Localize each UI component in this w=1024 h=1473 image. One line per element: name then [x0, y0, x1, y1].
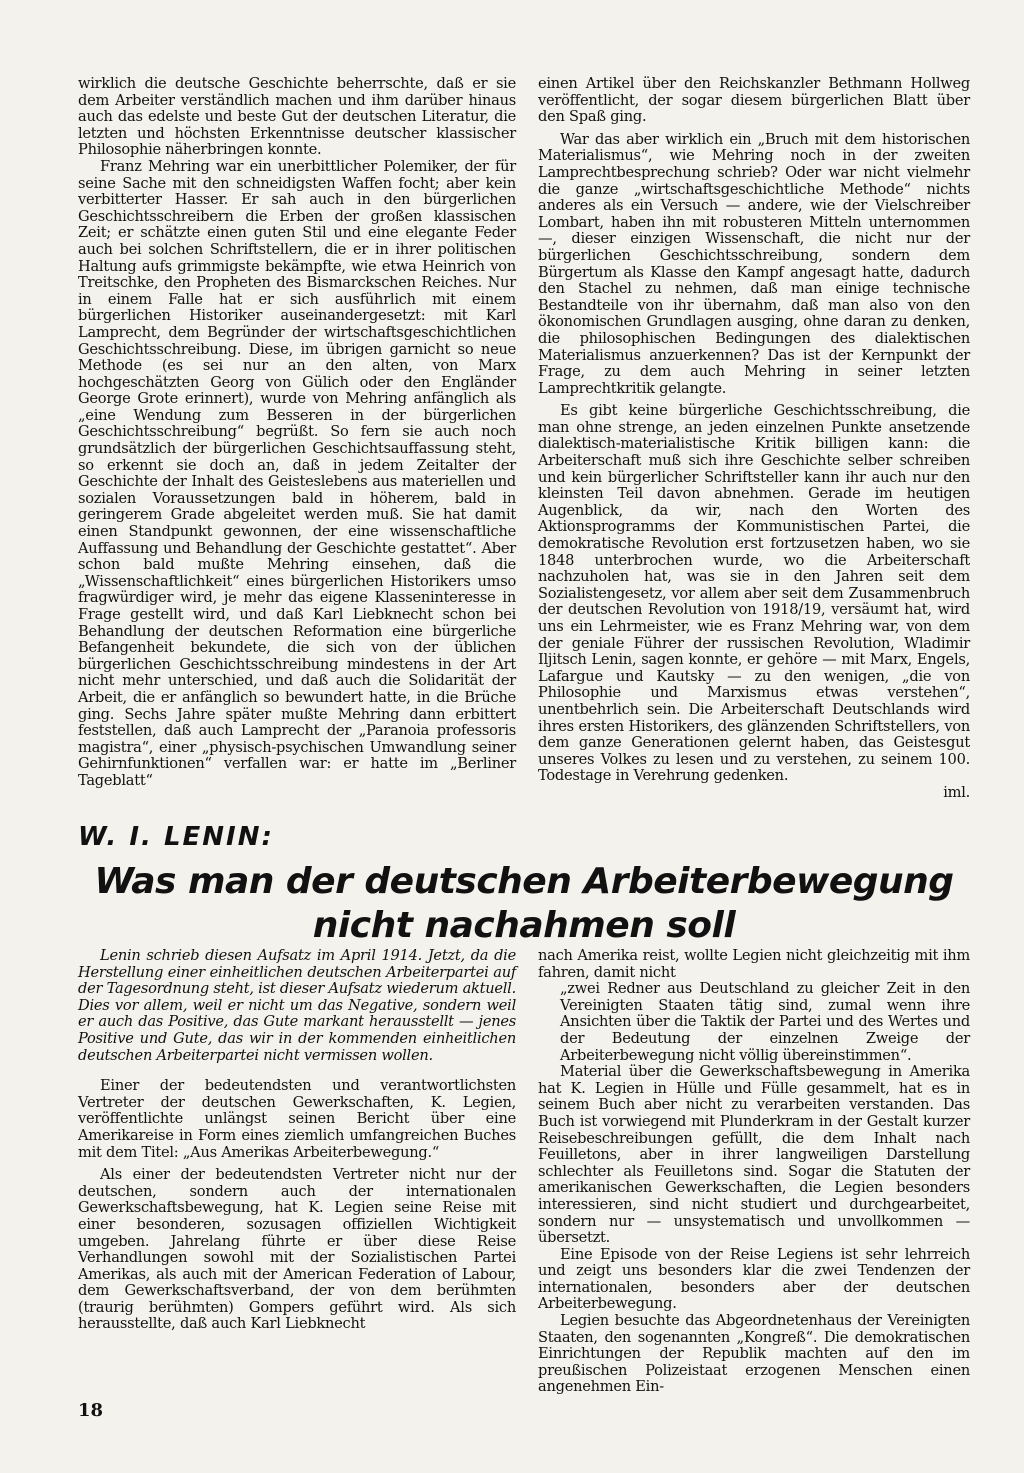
article-paragraph: Franz Mehring war ein unerbittlicher Polemiker, der für seine Sache mit den schneidigsten Waffen focht; aber kein verbitterter Hasser. Er sah auch in den bürgerlichen Geschichtsschreibern die Erben der großen klassischen Zeit; er schätzte einen guten Stil und eine elegante Feder auch bei solchen Schriftstellern, die er in ihrer politischen Haltung aufs grimmigste bekämpfte, wie etwa Heinrich von Treitschke, den Propheten des Bismarckschen Reiches. Nur in einem Falle hat er sich ausführlich mit einem bürgerlichen Historiker auseinandergesetzt: mit Karl Lamprecht, dem Begründer der wirtschaftsgeschichtlichen Geschichtsschreibung. Diese, im übrigen garnicht so neue Methode (es sei nur an den alten, von Marx hochgeschätzten Georg von Gülich oder den Engländer George Grote erinnert), wurde von Mehring anfänglich als „eine Wendung zum Besseren in der bürgerlichen Geschichtsschreibung“ begrüßt. So fern sie auch noch grundsätzlich der bürgerlichen Geschichtsauffassung steht, so erkennt sie doch an, daß in jedem Zeitalter der Geschichte der Inhalt des Geisteslebens aus materiellen und sozialen Voraussetzungen bald in höherem, bald in geringerem Grade abgeleitet werden muß. Sie hat damit einen Standpunkt gewonnen, der eine wissenschaftliche Auffassung und Behandlung der Geschichte gestattet“. Aber schon bald mußte Mehring einsehen, daß die „Wissenschaftlichkeit“ eines bürgerlichen Historikers umso fragwürdiger wird, je mehr das eigene Klasseninteresse in Frage gestellt wird, und daß Karl Liebknecht schon bei Behandlung der deutschen Reformation eine bürgerliche Befangenheit bekundete, die sich von der üblichen bürgerlichen Geschichtsschreibung mindestens in der Art nicht mehr unterschied, und daß auch die Solidarität der Arbeit, die er anfänglich so bewundert hatte, in die Brüche ging. Sechs Jahre später mußte Mehring dann erbittert feststellen, daß auch Lamprecht der „Paranoia professoris magistra“, einer „physisch-psychischen Umwandlung seiner Gehirnfunktionen“ verfallen war: er hatte im „Berliner Tageblatt“ [78, 157, 516, 789]
editorial-intro: Lenin schrieb diesen Aufsatz im April 1914. Jetzt, da die Herstellung einer einheitlichen deutschen Arbeiterpartei auf der Tagesordnung steht, ist dieser Aufsatz wiederum aktuell. Dies vor allem, weil er nicht um das Negative, sondern weil er auch das Positive, das Gute markant herausstellt — jenes Positive und Gute, das wir in der kommenden einheitlichen deutschen Arbeiterpartei nicht vermissen wollen. [78, 947, 516, 1064]
author-signature: iml. [943, 783, 970, 801]
article-paragraph: War das aber wirklich ein „Bruch mit dem historischen Materialismus“, wie Mehring noch in der zweiten Lamprechtbesprechung schrieb? Oder war nicht vielmehr die ganze „wirtschaftsgeschichtliche Methode“ nichts anderes als ein Versuch — andere, wie der Vielschreiber Lombart, haben ihn mit robusteren Mitteln unternommen —, dieser einzigen Wissenschaft, die nicht nur der bürgerlichen Geschichtsschreibung, sondern dem Bürgertum als Klasse den Kampf angesagt hatte, dadurch den Stachel zu nehmen, daß man einige technische Bestandteile von ihr übernahm, daß man also von den ökonomischen Grundlagen ausging, ohne daran zu denken, die philosophischen Bedingungen des dialektischen Materialismus anzuerkennen? Das ist der Kernpunkt der Frage, zu dem auch Mehring in seiner letzten Lamprechtkritik gelangte. [538, 130, 970, 397]
block-quote: „zwei Redner aus Deutschland zu gleicher Zeit in den Vereinigten Staaten tätig sind, zumal wenn ihre Ansichten über die Taktik der Partei und des Wertes und der Bedeutung der einzelnen Zweige der Arbeiterbewegung nicht völlig übereinstimmen“. [560, 980, 970, 1064]
headline-line-1: Was man der deutschen Arbeiterbewegung [94, 861, 954, 902]
article-paragraph: Eine Episode von der Reise Legiens ist sehr lehrreich und zeigt uns besonders klar die zwei Tendenzen der internationalen, besonders aber der deutschen Arbeiterbewegung. [538, 1245, 970, 1313]
article-paragraph: wirklich die deutsche Geschichte beherrschte, daß er sie dem Arbeiter verständlich machen und ihm darüber hinaus auch das edelste und beste Gut der deutschen Literatur, die letzten und höchsten Erkenntnisse deutscher klassischer Philosophie näherbringen konnte. [78, 75, 516, 159]
mehring-article-left-column [78, 76, 516, 790]
author-kicker: W. I. LENIN: [78, 822, 274, 852]
article-paragraph: Es gibt keine bürgerliche Geschichtsschreibung, die man ohne strenge, an jeden einzelnen Punkte ansetzende dialektisch-materialistische Kritik billigen kann: die Arbeiterschaft muß sich ihre Geschichte selber schreiben und kein bürgerlicher Schriftsteller kann ihr auch nur den kleinsten Teil davon abnehmen. Gerade im heutigen Augenblick, da wir, nach den Worten des Aktionsprogramms der Kommunistischen Partei, die demokratische Revolution erst fortzusetzen haben, wo sie 1848 unterbrochen wurde, wo die Arbeiterschaft nachzuholen hat, was sie in den Jahren seit dem Sozialistengesetz, vor allem aber seit dem Zusammenbruch der deutschen Revolution von 1918/19, versäumt hat, wird uns ein Lehrmeister, wie es Franz Mehring war, von dem der geniale Führer der russischen Revolution, Wladimir Iljitsch Lenin, sagen konnte, er gehöre — mit Marx, Engels, Lafargue und Kautsky — zu den wenigen, „die von Philosophie und Marxismus etwas verstehen“, unentbehrlich sein. Die Arbeiterschaft Deutschlands wird ihres ersten Historikers, des glänzenden Schriftstellers, von dem ganze Generationen gelernt haben, das Geistesgut unseres Volkes zu lesen und zu verstehen, zu seinem 100. Todestage in Verehrung gedenken. [538, 402, 970, 785]
article-paragraph: Legien besuchte das Abgeordnetenhaus der Vereinigten Staaten, den sogenannten „Kongreß“. Die demokratischen Einrichtungen der Republik machten auf den im preußischen Polizeistaat erzogenen Menschen einen angenehmen Ein- [538, 1312, 970, 1396]
article-headline [78, 860, 970, 948]
article-paragraph: Material über die Gewerkschaftsbewegung in Amerika hat K. Legien in Hülle und Fülle gesammelt, hat es in seinem Buch aber nicht zu verarbeiten verstanden. Das Buch ist vorwiegend mit Plunderkram in der Gestalt kurzer Reisebeschreibungen gefüllt, die dem Inhalt nach Feuilletons, aber in ihrer langweiligen Darstellung schlechter als Feuilletons sind. Sogar die Statuten der amerikanischen Gewerkschaften, die Legien besonders interessieren, sind nicht studiert und durchgearbeitet, sondern nur — unsystematisch und unvollkommen — übersetzt. [538, 1063, 970, 1247]
page-number: 18 [78, 1400, 104, 1421]
article-paragraph: Als einer der bedeutendsten Vertreter nicht nur der deutschen, sondern auch der internationalen Gewerkschaftsbewegung, hat K. Legien seine Reise mit einer besonderen, sozusagen offiziellen Wichtigkeit umgeben. Jahrelang führte er über diese Reise Verhandlungen sowohl mit der Sozialistischen Partei Amerikas, als auch mit der American Federation of Labour, dem Gewerkschaftsverband, der von dem berühmten (traurig berühmten) Gompers geführt wird. Als sich herausstellte, daß auch Karl Liebknecht [78, 1166, 516, 1333]
headline-line-2: nicht nachahmen soll [312, 905, 736, 946]
article-paragraph: Einer der bedeutendsten und verantwortlichsten Vertreter der deutschen Gewerkschaften, K. Legien, veröffentlichte unlängst seinen Bericht über eine Amerikareise in Form eines ziemlich umfangreichen Buches mit dem Titel: „Aus Amerikas Arbeiterbewegung.“ [78, 1077, 516, 1161]
lenin-article-left-column [78, 948, 516, 1333]
mehring-article-right-column [538, 76, 970, 802]
lenin-article-right-column [538, 948, 970, 1396]
article-paragraph: einen Artikel über den Reichskanzler Bethmann Hollweg veröffentlicht, der sogar diesem bürgerlichen Blatt über den Spaß ging. [538, 75, 970, 126]
article-paragraph: nach Amerika reist, wollte Legien nicht gleichzeitig mit ihm fahren, damit nicht [538, 947, 970, 981]
